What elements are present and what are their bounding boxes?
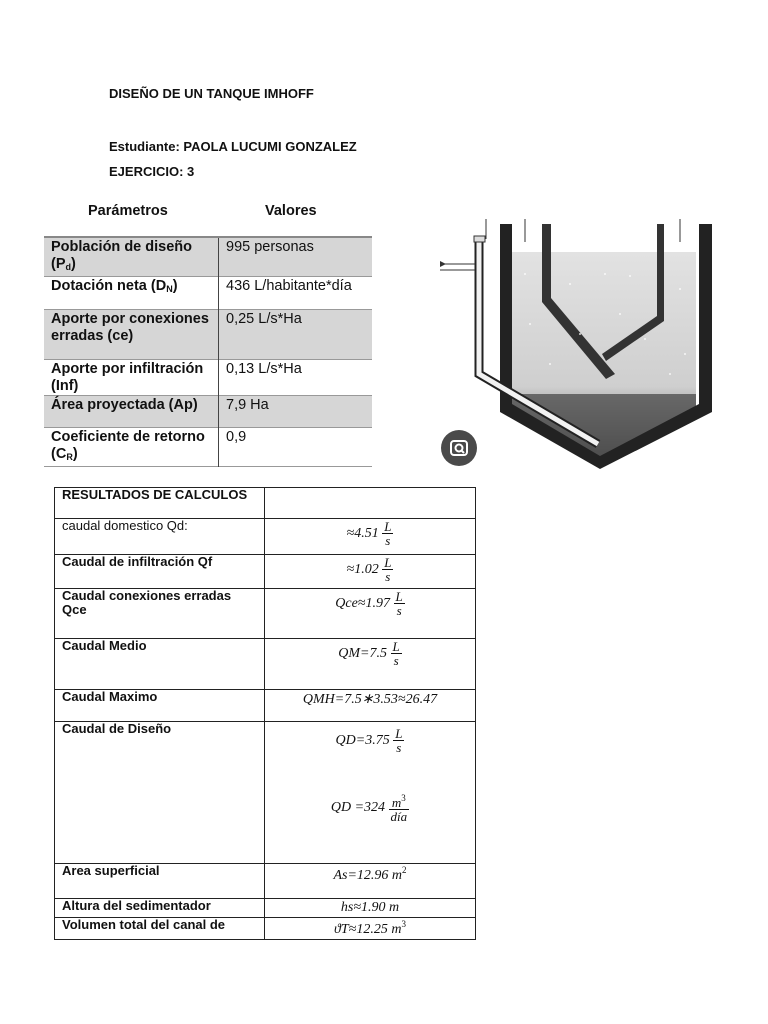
result-label: Caudal de infiltración Qf: [55, 555, 265, 589]
params-column-header: Parámetros: [88, 203, 168, 219]
table-row: [55, 864, 476, 899]
table-row: [44, 360, 372, 396]
results-header-value: [265, 488, 476, 519]
result-value: QMH=7.5∗3.53≈26.47: [265, 690, 476, 722]
table-row: [44, 396, 372, 428]
result-value: ≈4.51 $\frac{L}{s}$: [265, 519, 476, 555]
result-value: QM=7.5 $\frac{L}{s}$: [265, 639, 476, 690]
values-column-header: Valores: [265, 203, 317, 219]
table-row: [44, 428, 372, 467]
result-label: Caudal Maximo: [55, 690, 265, 722]
result-value: hs≈1.90 m: [265, 899, 476, 918]
parameters-table: [44, 236, 372, 467]
param-value: 7,9 Ha: [219, 396, 373, 428]
document-title: DISEÑO DE UN TANQUE IMHOFF: [109, 86, 314, 101]
table-row: [44, 277, 372, 310]
param-label: Población de diseño $(P_d)$: [44, 237, 219, 277]
param-value: 0,13 L/s*Ha: [226, 361, 302, 377]
param-value: 995 personas: [219, 237, 373, 277]
exercise-number: EJERCICIO: 3: [109, 164, 195, 179]
result-label: Caudal conexiones erradas Qce: [55, 589, 265, 639]
table-row: [44, 310, 372, 360]
param-label: Dotación neta $(D_N)$: [44, 277, 219, 310]
table-row: [55, 555, 476, 589]
param-label: Aporte por infiltración (Inf): [44, 360, 219, 396]
result-label: caudal domestico Qd:: [55, 519, 265, 555]
result-value: ≈1.02 $\frac{L}{s}$: [265, 555, 476, 589]
table-row: [55, 918, 476, 940]
param-value: 436 L/habitante*día: [226, 278, 352, 294]
table-row: [55, 519, 476, 555]
camera-search-icon: [441, 430, 477, 466]
student-name: Estudiante: PAOLA LUCUMI GONZALEZ: [109, 139, 357, 154]
table-row: [55, 690, 476, 722]
lens-search-icon[interactable]: [441, 430, 477, 466]
result-value: As=12.96 $m^2$: [265, 864, 476, 899]
result-label: Altura del sedimentador: [55, 899, 265, 918]
table-row: [55, 488, 476, 519]
result-label: Caudal de Diseño: [55, 722, 265, 864]
result-label: Area superficial: [55, 864, 265, 899]
results-table: [54, 487, 476, 940]
result-label: Caudal Medio: [55, 639, 265, 690]
result-label: Volumen total del canal de: [55, 918, 265, 940]
param-label: Coeficiente de retorno $(C_R)$: [44, 428, 219, 467]
table-row: [55, 899, 476, 918]
results-header: RESULTADOS DE CALCULOS: [55, 488, 265, 519]
param-value: 0,9: [226, 429, 247, 445]
result-value: QD=3.75 $\frac{L}{s}$ QD =324 $\frac{m^3}{\text{día}}$: [265, 722, 476, 864]
table-row: [55, 589, 476, 639]
table-row: [55, 722, 476, 864]
param-value: 0,25 L/s*Ha: [219, 310, 373, 360]
param-label: Área proyectada (Ap): [44, 396, 219, 428]
table-row: [44, 237, 372, 277]
result-value: Qce≈1.97 $\frac{L}{s}$: [265, 589, 476, 639]
table-row: [55, 639, 476, 690]
param-label: Aporte por conexiones erradas (ce): [44, 310, 219, 360]
result-value: ϑT≈12.25 $m^3$: [265, 918, 476, 940]
